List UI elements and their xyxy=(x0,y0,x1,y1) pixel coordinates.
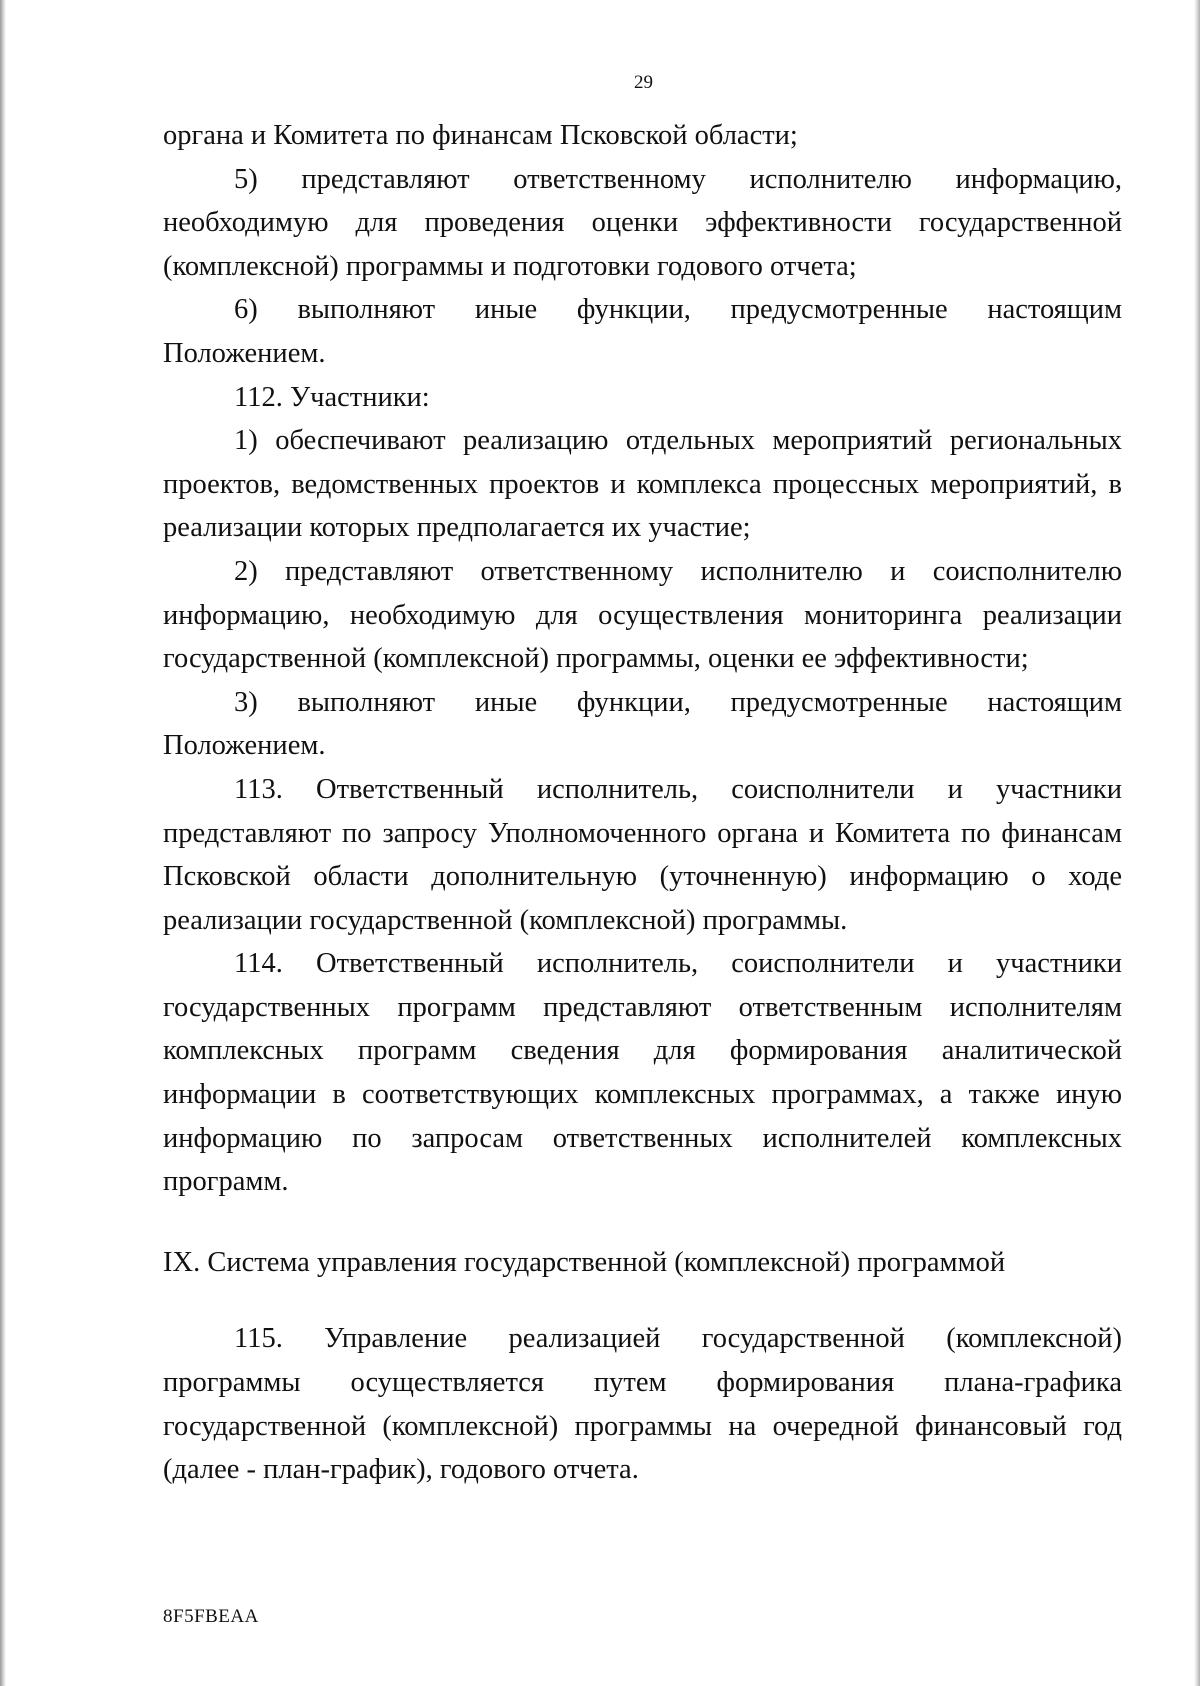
paragraph-115: 115. Управление реализацией государственной (комплексной) программы осуществляется путем формирования плана-графика государственной (комплексной) программы на очередной финансовый год (далее - план-график), годового отчета. xyxy=(163,1323,1122,1486)
paragraph-112-item-1: 1) обеспечивают реализацию отдельных мероприятий региональных проектов, ведомственных проектов и комплекса процессных мероприятий, в реализации которых предполагается их участие; xyxy=(163,425,1122,544)
scan-edge-left xyxy=(0,0,6,1686)
paragraph-112-item-3: 3) выполняют иные функции, предусмотренные настоящим Положением. xyxy=(163,686,1122,762)
document-body xyxy=(163,114,1122,1492)
page-number: 29 xyxy=(634,72,653,93)
paragraph-112: 112. Участники: xyxy=(234,381,430,413)
paragraph-continuation: органа и Комитета по финансам Псковской области; xyxy=(163,120,798,151)
paragraph-114: 114. Ответственный исполнитель, соисполнители и участники государственных программ представляют ответственным исполнителям комплексных программ сведения для формирования аналитической информации в соответствующих комплексных программах, а также иную информацию по запросам ответственных исполнителей комплексных программ. xyxy=(163,948,1122,1198)
paragraph-113: 113. Ответственный исполнитель, соисполнители и участники представляют по запросу Уполномоченного органа и Комитета по финансам Псковской области дополнительную (уточненную) информацию о ходе реализации государственной (комплексной) программы. xyxy=(163,773,1122,936)
paragraph-item-5: 5) представляют ответственному исполнителю информацию, необходимую для проведения оценки эффективности государственной (комплексной) программы и подготовки годового отчета; xyxy=(163,163,1122,282)
document-code: 8F5FBEAA xyxy=(163,1606,259,1627)
paragraph-112-item-2: 2) представляют ответственному исполнителю и соисполнителю информацию, необходимую для осуществления мониторинга реализации государственной (комплексной) программы, оценки ее эффективности; xyxy=(163,555,1122,675)
section-heading: IX. Система управления государственной (комплексной) программой xyxy=(163,1246,1006,1278)
paragraph-item-6: 6) выполняют иные функции, предусмотренные настоящим Положением. xyxy=(163,294,1122,369)
scan-edge-right xyxy=(1194,0,1200,1686)
